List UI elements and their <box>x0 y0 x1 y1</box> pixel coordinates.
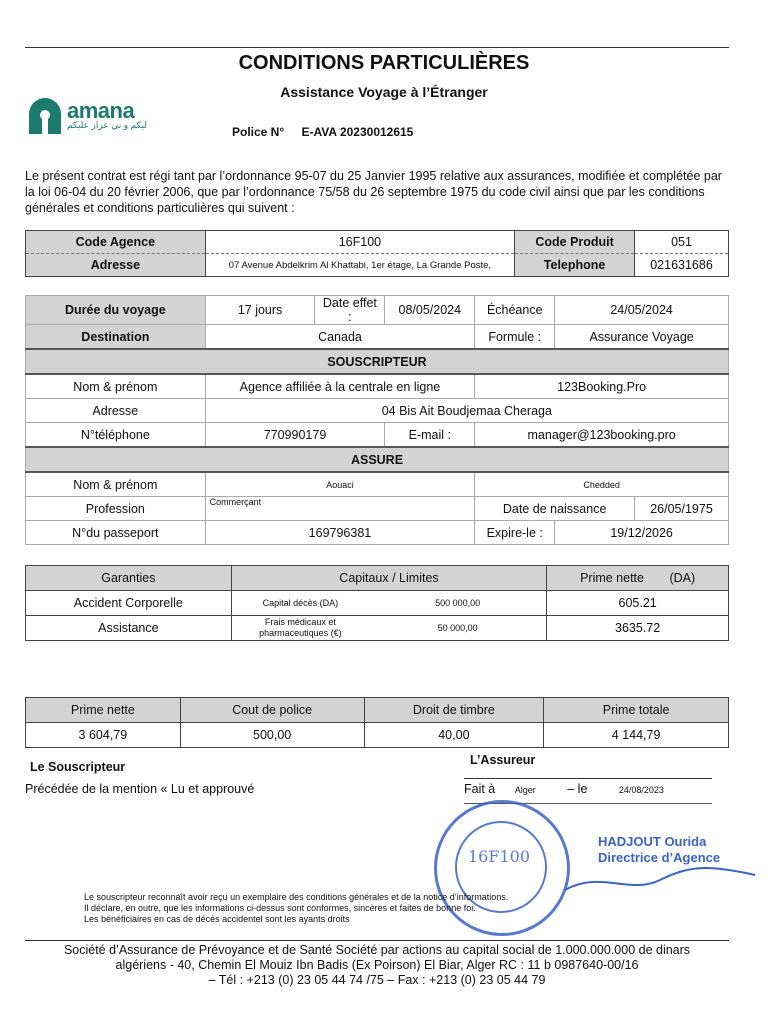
total-cout-police: 500,00 <box>180 723 364 748</box>
assure-nom-value: Aouaci <box>205 472 475 497</box>
total-header-droit-timbre: Droit de timbre <box>364 698 544 723</box>
passeport-label: N°du passeport <box>26 521 206 545</box>
telephone-value: 021631686 <box>635 254 729 277</box>
amana-logo <box>25 98 175 134</box>
destination-value: Canada <box>205 325 475 350</box>
souscripteur-tel-value: 770990179 <box>205 423 385 448</box>
fait-label: Fait à <box>464 782 496 796</box>
fait-line <box>464 778 712 796</box>
total-prime-nette: 3 604,79 <box>26 723 181 748</box>
garanties-header: Garanties <box>26 566 232 591</box>
garantie-name: Assistance <box>26 616 232 641</box>
capital-value: 50 000,00 <box>369 616 547 641</box>
code-agence-value: 16F100 <box>205 231 514 254</box>
souscripteur-nom-label: Nom & prénom <box>26 374 206 399</box>
souscripteur-adresse-value: 04 Bis Ait Boudjemaa Cheraga <box>205 399 728 423</box>
prime-header-label: Prime nette <box>580 571 644 585</box>
garantie-name: Accident Corporelle <box>26 591 232 616</box>
prime-header-unit: (DA) <box>669 571 696 585</box>
intro-text: Le présent contrat est régi tant par l’ordonnance 95-07 du 25 Janvier 1995 relative aux assurances, modifiée et complétée par la loi 06-04 du 20 février 2006, que par l’ordonnance 75/58 du 26 septembre 1975 du code civil ainsi que par les conditions générales et conditions particulières qui suivent : <box>25 169 722 215</box>
souscripteur-email-value: manager@123booking.pro <box>475 423 729 448</box>
expire-value: 19/12/2026 <box>555 521 729 545</box>
footer-line: – Tél : +213 (0) 23 05 44 74 /75 – Fax : +213 (0) 23 05 44 79 <box>208 973 546 987</box>
footer-line: Société d’Assurance de Prévoyance et de Santé Société par actions au capital social de 1.000.000.000 de dinars <box>63 943 691 957</box>
page-title: CONDITIONS PARTICULIÈRES <box>238 52 530 74</box>
assure-header: ASSURE <box>26 447 729 472</box>
date-effet-value: 08/05/2024 <box>385 296 475 325</box>
duree-value: 17 jours <box>205 296 315 325</box>
logo-tagline: ليكم و ني عزاز عليكم <box>67 120 147 130</box>
logo-brand: amana <box>67 98 135 123</box>
prime-value: 3635.72 <box>547 616 729 641</box>
capital-value: 500 000,00 <box>369 591 547 616</box>
agence-table <box>25 230 729 277</box>
fait-lieu: Alger <box>514 785 536 795</box>
formule-label: Formule : <box>475 325 555 350</box>
total-header-prime-totale: Prime totale <box>544 698 729 723</box>
total-prime-totale: 4 144,79 <box>544 723 729 748</box>
total-header-prime-nette: Prime nette <box>26 698 181 723</box>
adresse-agence-value: 07 Avenue Abdelkrim Al Khattabi, 1er étage, La Grande Poste, <box>205 254 514 277</box>
page-subtitle: Assistance Voyage à l’Étranger <box>280 84 488 100</box>
note-line: Il déclare, en outre, que les informations ci-dessus sont conformes, sincères et faites de bonne foi. <box>84 903 476 913</box>
signatory-name: HADJOUT Ourida <box>598 834 707 849</box>
souscripteur-adresse-label: Adresse <box>26 399 206 423</box>
profession-value: Commerçant <box>205 497 475 521</box>
note-line: Le souscripteur reconnaît avoir reçu un exemplaire des conditions générales et de la notice d’informations. <box>84 892 509 902</box>
formule-value: Assurance Voyage <box>555 325 729 350</box>
assureur-label: L’Assureur <box>470 753 536 767</box>
capitaux-header: Capitaux / Limites <box>231 566 547 591</box>
souscripteur-header: SOUSCRIPTEUR <box>26 349 729 374</box>
naissance-value: 26/05/1975 <box>635 497 729 521</box>
totaux-table <box>25 697 729 748</box>
souscripteur-email-label: E-mail : <box>385 423 475 448</box>
footer-line: algériens - 40, Chemin El Mouiz Ibn Badis (Ex Poirson) El Biar, Alger RC : 11 b 0987640-00/16 <box>115 958 639 972</box>
echeance-value: 24/05/2024 <box>555 296 729 325</box>
amana-logo-icon <box>25 98 65 134</box>
le-label: – le <box>567 782 588 796</box>
expire-label: Expire-le : <box>475 521 555 545</box>
assure-nom-label: Nom & prénom <box>26 472 206 497</box>
note-line: Les bénéficiaires en cas de décès accidentel sont les ayants droits <box>84 914 350 924</box>
total-droit-timbre: 40,00 <box>364 723 544 748</box>
code-produit-value: 051 <box>635 231 729 254</box>
code-produit-label: Code Produit <box>515 231 635 254</box>
profession-label: Profession <box>26 497 206 521</box>
footer-rule <box>25 940 729 941</box>
souscripteur-signature-label: Le Souscripteur <box>30 760 126 774</box>
stamp-code: 16F100 <box>468 847 530 866</box>
date-effet-label: Date effet : <box>315 296 385 325</box>
garanties-table <box>25 565 729 641</box>
code-agence-label: Code Agence <box>26 231 206 254</box>
prime-header <box>547 566 729 591</box>
prime-value: 605.21 <box>547 591 729 616</box>
police-number <box>232 125 413 139</box>
fait-date: 24/08/2023 <box>618 785 664 795</box>
declaration-note <box>84 892 604 925</box>
signatory-role: Directrice d’Agence <box>598 850 721 865</box>
total-header-cout-police: Cout de police <box>180 698 364 723</box>
echeance-label: Échéance <box>475 296 555 325</box>
destination-label: Destination <box>26 325 206 350</box>
footer <box>25 943 729 988</box>
assure-prenom-value: Chedded <box>475 472 729 497</box>
naissance-label: Date de naissance <box>475 497 635 521</box>
souscripteur-nom2-value: 123Booking.Pro <box>475 374 729 399</box>
adresse-agence-label: Adresse <box>26 254 206 277</box>
voyage-table <box>25 295 729 545</box>
souscripteur-tel-label: N°téléphone <box>26 423 206 448</box>
souscripteur-nom-value: Agence affiliée à la centrale en ligne <box>205 374 475 399</box>
top-rule <box>25 47 729 48</box>
police-label: Police N° <box>232 125 285 139</box>
mention-text: Précédée de la mention « Lu et approuvé <box>25 782 255 796</box>
police-value: E-AVA 20230012615 <box>301 125 414 139</box>
capital-label: Frais médicaux et pharmaceutiques (€) <box>231 616 369 641</box>
duree-label: Durée du voyage <box>26 296 206 325</box>
passeport-value: 169796381 <box>205 521 475 545</box>
telephone-label: Telephone <box>515 254 635 277</box>
capital-label: Capital décès (DA) <box>231 591 369 616</box>
